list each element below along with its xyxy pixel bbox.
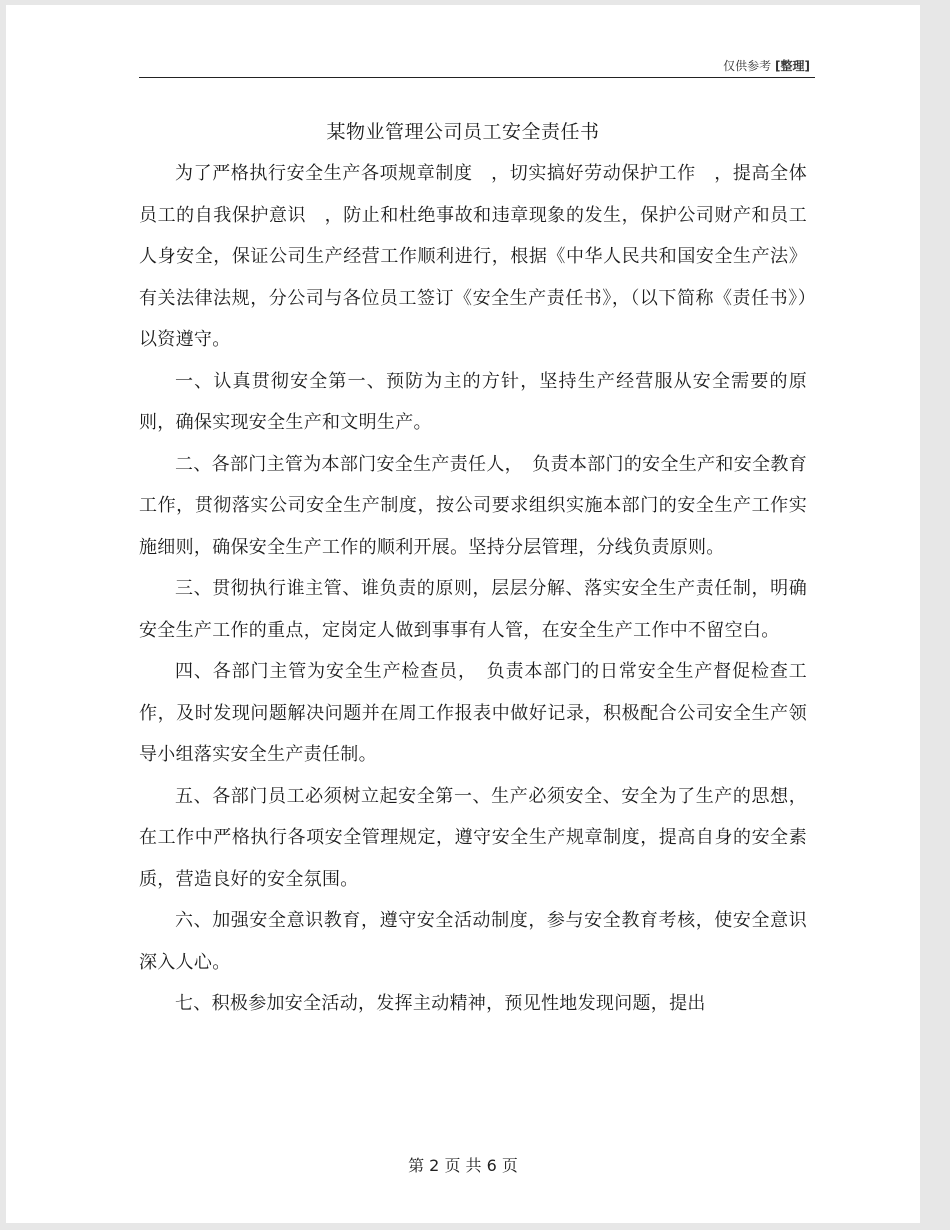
document-title: 某物业管理公司员工安全责任书 bbox=[326, 121, 600, 143]
header-note-tag: [整理] bbox=[775, 59, 810, 73]
document-page bbox=[6, 5, 920, 1223]
page-number-footer: 第 2 页 共 6 页 bbox=[408, 1156, 518, 1175]
header-divider bbox=[139, 77, 815, 78]
document-body bbox=[139, 153, 807, 1025]
header-note-text: 仅供参考 bbox=[723, 59, 772, 73]
paragraph-1: 一、认真贯彻安全第一、预防为主的方针，坚持生产经营服从安全需要的原则，确保实现安全生产和文明生产。 bbox=[139, 370, 807, 433]
paragraph-4: 四、各部门主管为安全生产检查员， 负责本部门的日常安全生产督促检查工作，及时发现问题解决问题并在周工作报表中做好记录，积极配合公司安全生产领导小组落实安全生产责任制。 bbox=[139, 661, 807, 765]
paragraph-3: 三、贯彻执行谁主管、谁负责的原则，层层分解、落实安全生产责任制，明确安全生产工作的重点，定岗定人做到事事有人管，在安全生产工作中不留空白。 bbox=[139, 578, 807, 641]
paragraph-2: 二、各部门主管为本部门安全生产责任人， 负责本部门的安全生产和安全教育工作，贯彻落实公司安全生产制度，按公司要求组织实施本部门的安全生产工作实施细则，确保安全生产工作的顺利开展。坚持分层管理，分线负责原则。 bbox=[139, 453, 807, 558]
header-note bbox=[723, 57, 810, 74]
paragraph-intro: 为了严格执行安全生产各项规章制度 ，切实搞好劳动保护工作 ，提高全体员工的自我保护意识 ，防止和杜绝事故和违章现象的发生，保护公司财产和员工人身安全，保证公司生产经营工作顺利进行，根据《中华人民共和国安全生产法》有关法律法规，分公司与各位员工签订《安全生产责任书》，（以下简称《责任书》）以资遵守。 bbox=[139, 163, 807, 350]
paragraph-5: 五、各部门员工必须树立起安全第一、生产必须安全、安全为了生产的思想，在工作中严格执行各项安全管理规定，遵守安全生产规章制度，提高自身的安全素质，营造良好的安全氛围。 bbox=[139, 785, 807, 890]
paragraph-7: 七、积极参加安全活动，发挥主动精神，预见性地发现问题，提出 bbox=[175, 993, 706, 1014]
paragraph-6: 六、加强安全意识教育，遵守安全活动制度，参与安全教育考核，使安全意识深入人心。 bbox=[139, 910, 807, 973]
